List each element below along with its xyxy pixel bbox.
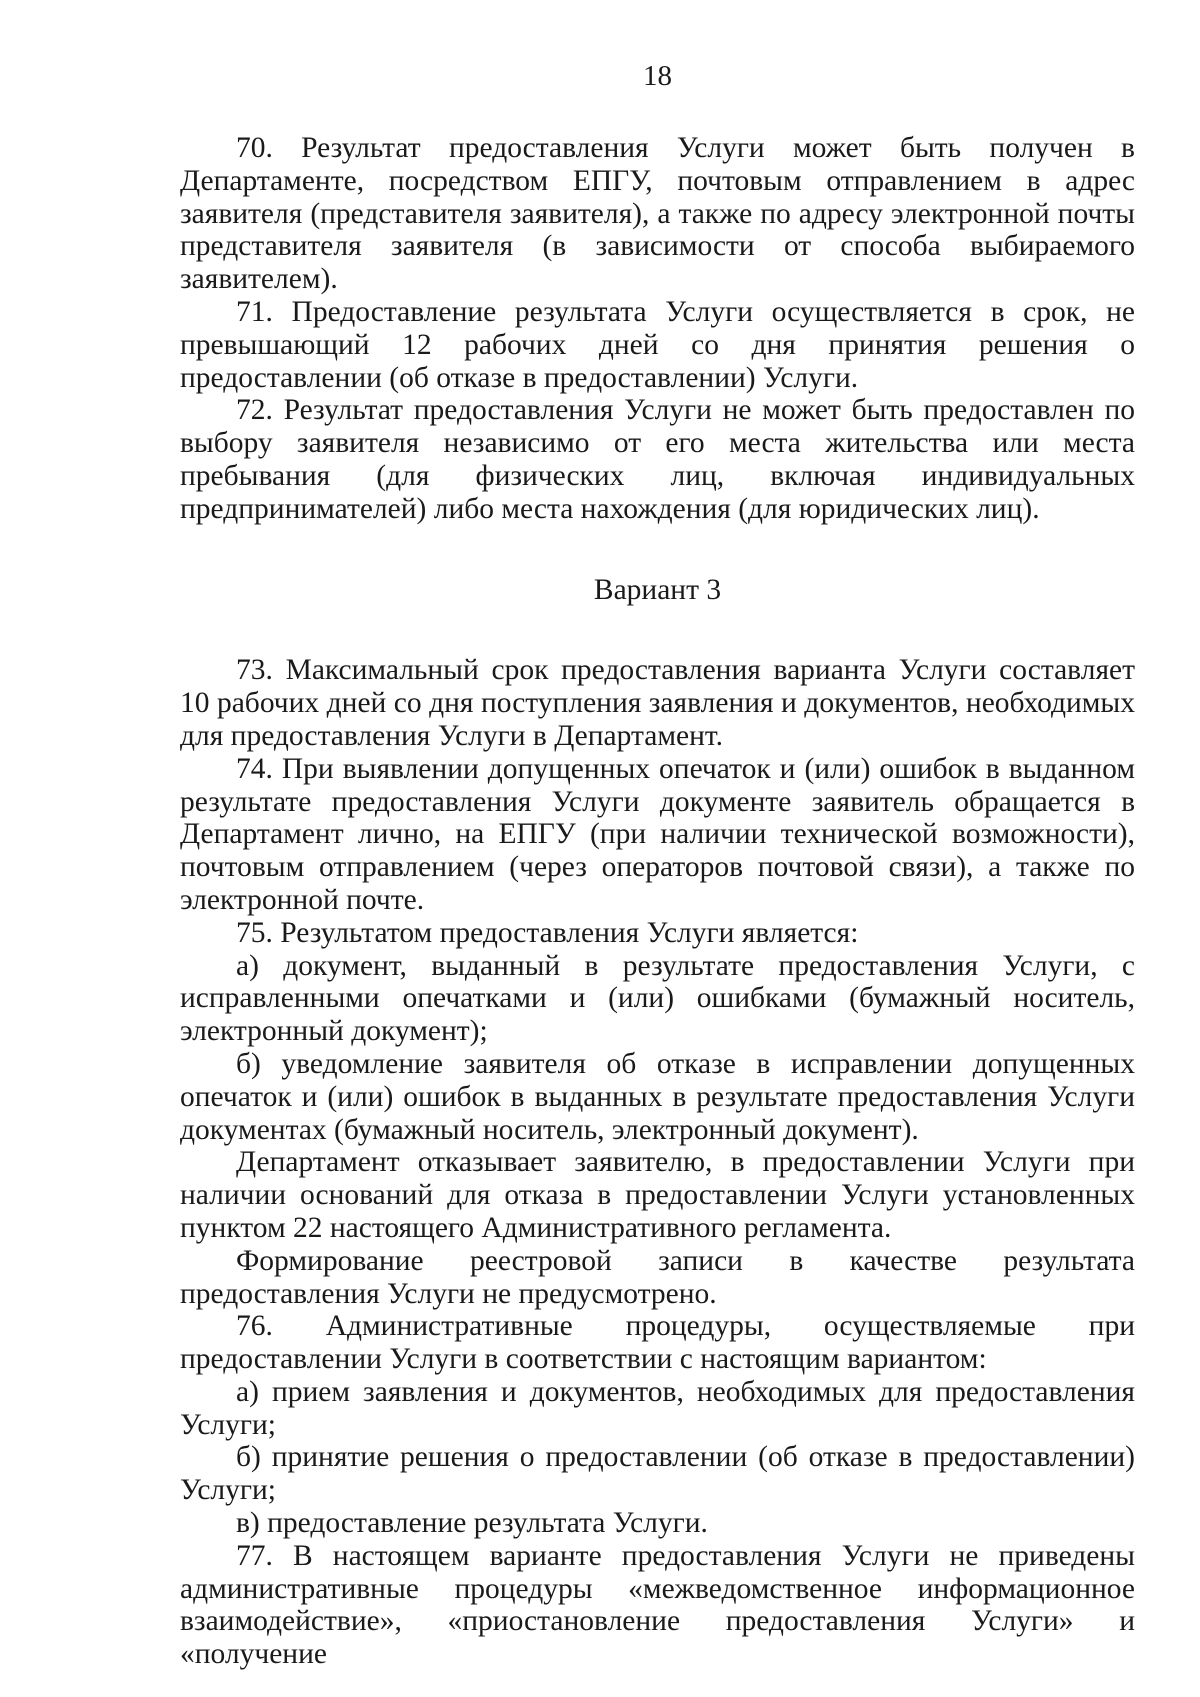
- paragraph-75: 75. Результатом предоставления Услуги является:: [236, 916, 859, 949]
- paragraph-70: 70. Результат предоставления Услуги может быть получен в Департаменте, посредством ЕПГУ, почтовым отправлением в адрес заявителя (представителя заявителя), а также по адресу электронной почты представителя заявителя (в зависимости от способа выбираемого заявителем).: [180, 132, 1135, 296]
- paragraph-72: 72. Результат предоставления Услуги не может быть предоставлен по выбору заявителя независимо от его места жительства или места пребывания (для физических лиц, включая индивидуальных предпринимателей) либо места нахождения (для юридических лиц).: [180, 394, 1135, 525]
- paragraph-76: 76. Административные процедуры, осуществляемые при предоставлении Услуги в соответствии с настоящим вариантом:: [180, 1310, 1135, 1376]
- paragraph-registry: Формирование реестровой записи в качестве результата предоставления Услуги не предусмотрено.: [180, 1244, 1135, 1310]
- paragraph-75-b: б) уведомление заявителя об отказе в исправлении допущенных опечаток и (или) ошибок в выданных в результате предоставления Услуги документах (бумажный носитель, электронный документ).: [180, 1047, 1135, 1146]
- paragraph-76-b: б) принятие решения о предоставлении (об отказе в предоставлении) Услуги;: [180, 1441, 1135, 1507]
- paragraph-75-a: а) документ, выданный в результате предоставления Услуги, с исправленными опечатками и (или) ошибками (бумажный носитель, электронный документ);: [180, 949, 1135, 1048]
- paragraph-76-c: в) предоставление результата Услуги.: [236, 1507, 708, 1540]
- paragraph-71: 71. Предоставление результата Услуги осуществляется в срок, не превышающий 12 рабочих дней со дня принятия решения о предоставлении (об отказе в предоставлении) Услуги.: [180, 295, 1135, 394]
- paragraph-74: 74. При выявлении допущенных опечаток и (или) ошибок в выданном результате предоставления Услуги документе заявитель обращается в Департамент лично, на ЕПГУ (при наличии технической возможности), почтовым отправлением (через операторов почтовой связи), а также по электронной почте.: [180, 752, 1135, 916]
- paragraph-76-a: а) прием заявления и документов, необходимых для предоставления Услуги;: [180, 1375, 1135, 1441]
- paragraph-77: 77. В настоящем варианте предоставления Услуги не приведены административные процедуры «межведомственное информационное взаимодействие», «приостановление предоставления Услуги» и «получение: [180, 1539, 1135, 1671]
- section-1: [180, 132, 1135, 526]
- document-page: [180, 60, 1135, 1671]
- paragraph-73: 73. Максимальный срок предоставления варианта Услуги составляет 10 рабочих дней со дня поступления заявления и документов, необходимых для предоставления Услуги в Департамент.: [180, 654, 1135, 752]
- paragraph-refusal: Департамент отказывает заявителю, в предоставлении Услуги при наличии оснований для отказа в предоставлении Услуги установленных пунктом 22 настоящего Административного регламента.: [180, 1146, 1135, 1244]
- section-heading: Вариант 3: [593, 573, 722, 606]
- section-2: [180, 654, 1135, 1671]
- page-number: 18: [643, 60, 672, 92]
